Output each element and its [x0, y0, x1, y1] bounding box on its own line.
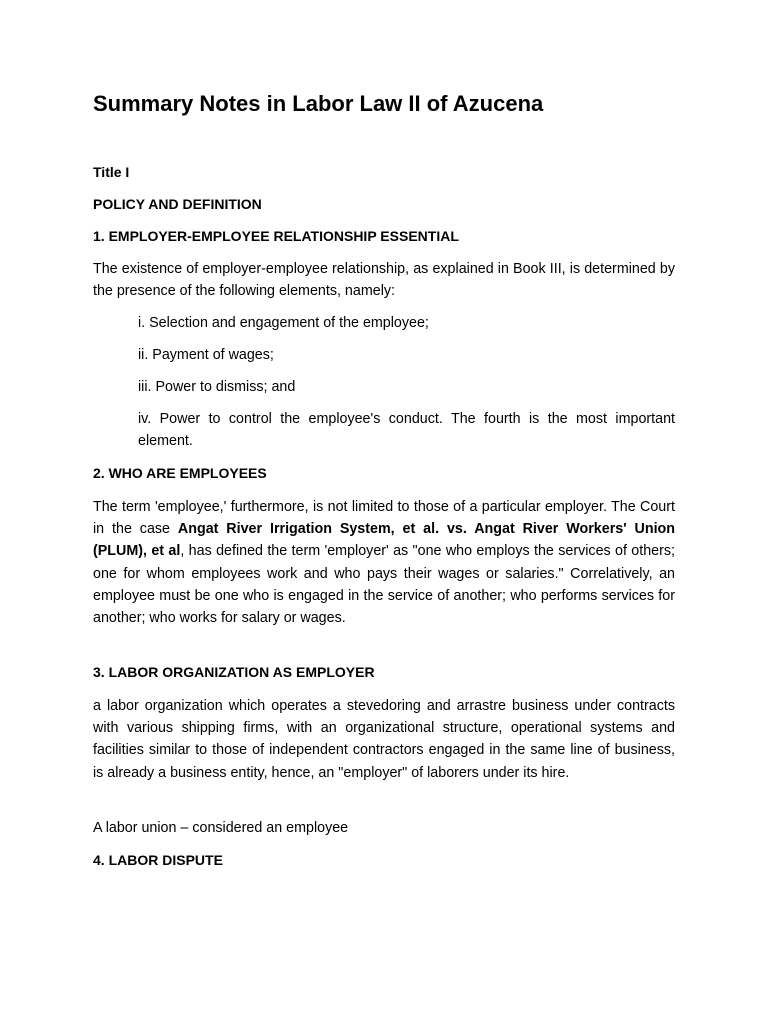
section-2-heading: 2. WHO ARE EMPLOYEES [93, 465, 267, 481]
title-i-label: Title I [93, 164, 130, 180]
section-1-intro: The existence of employer-employee relationship, as explained in Book III, is determined by the presence of the following elements, namely: [93, 261, 675, 300]
element-item-4: iv. Power to control the employee's conduct. The fourth is the most important element. [138, 411, 675, 450]
document-title: Summary Notes in Labor Law II of Azucena [93, 91, 544, 116]
section-3-heading: 3. LABOR ORGANIZATION AS EMPLOYER [93, 664, 375, 680]
section-2-paragraph [93, 496, 675, 629]
section-3-note: A labor union – considered an employee [93, 820, 349, 836]
policy-heading: POLICY AND DEFINITION [93, 196, 262, 212]
element-item-3: iii. Power to dismiss; and [138, 379, 296, 395]
section-2-text-after: , has defined the term 'employer' as "one who employs the services of others; one for whom employees work and who pays their wages or salaries." Correlatively, an employee must be one who is engaged in the service of another; who performs services for another; who works for salary or wages. [93, 543, 675, 627]
element-item-1: i. Selection and engagement of the employee; [138, 315, 429, 331]
case-name: Angat River Irrigation System, et al. vs. Angat River Workers' Union (PLUM), et al [93, 521, 676, 560]
section-3-paragraph: a labor organization which operates a stevedoring and arrastre business under contracts with various shipping firms, with an organizational structure, operational systems and facilities similar to those of independent contractors engaged in the same line of business, is already a business entity, hence, an "employer" of laborers under its hire. [93, 698, 675, 781]
section-2-text-before: The term 'employee,' furthermore, is not limited to those of a particular employer. The Court in the case [93, 499, 675, 538]
section-1-heading: 1. EMPLOYER-EMPLOYEE RELATIONSHIP ESSENTIAL [93, 228, 459, 244]
element-item-2: ii. Payment of wages; [138, 347, 274, 363]
section-4-heading: 4. LABOR DISPUTE [93, 852, 223, 868]
